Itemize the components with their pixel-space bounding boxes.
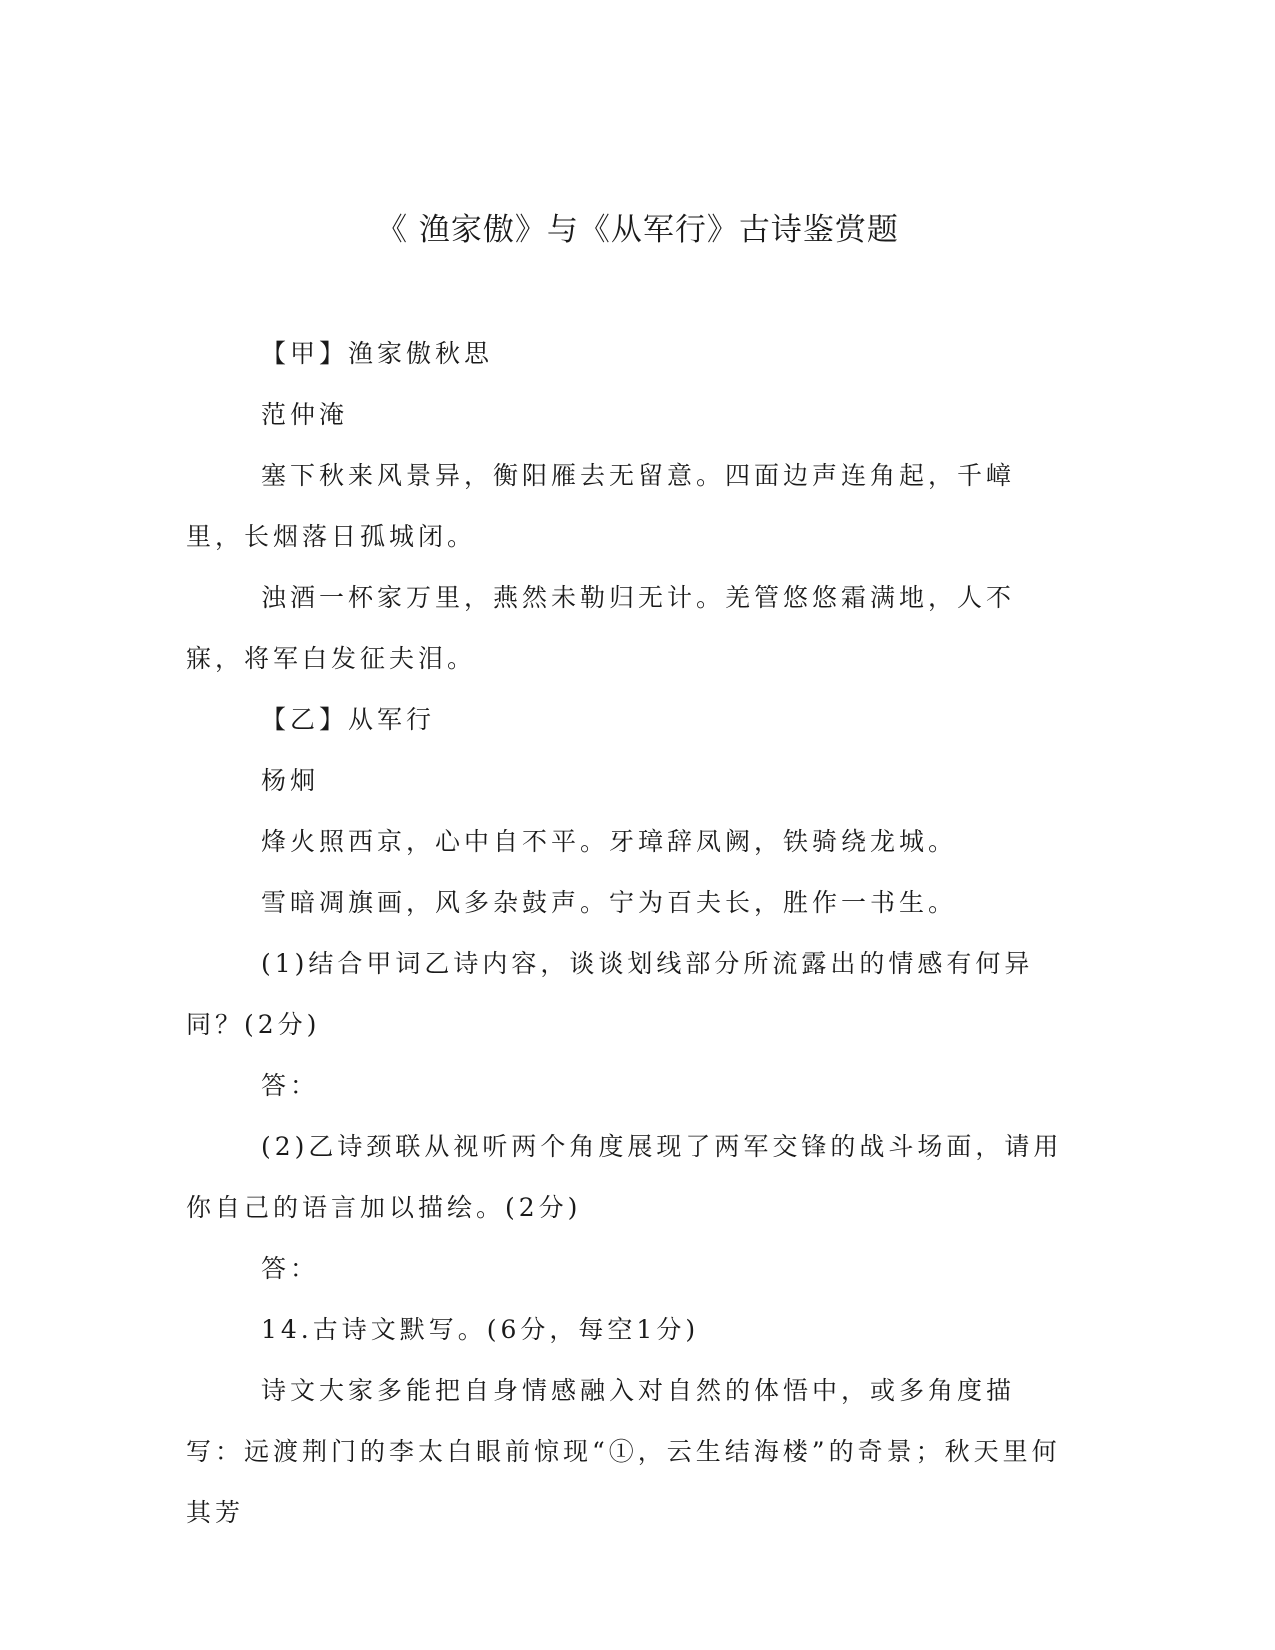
document-title: 《 渔家傲》与《从军行》古诗鉴赏题 [376, 212, 899, 248]
answer-label-1: 答： [261, 1071, 320, 1100]
section-yi-heading: 【乙】从军行 [261, 705, 436, 734]
question-2: (2)乙诗颈联从视听两个角度展现了两军交锋的战斗场面，请用你自己的语言加以描绘。(2分) [186, 1132, 1063, 1222]
question-14-heading: 14.古诗文默写。(6分，每空1分) [261, 1315, 700, 1344]
poem-jia-stanza-2: 浊酒一杯家万里，燕然未勒归无计。羌管悠悠霜满地，人不寐，将军白发征夫泪。 [186, 583, 1016, 673]
poem-yi-line-1: 烽火照西京，心中自不平。牙璋辞凤阙，铁骑绕龙城。 [261, 827, 958, 856]
poem-jia-stanza-1: 塞下秋来风景异，衡阳雁去无留意。四面边声连角起，千嶂里，长烟落日孤城闭。 [186, 461, 1016, 551]
question-14-text: 诗文大家多能把自身情感融入对自然的体悟中，或多角度描写：远渡荆门的李太白眼前惊现“①，云生结海楼”的奇景；秋天里何其芳 [186, 1376, 1061, 1527]
section-jia-heading: 【甲】渔家傲秋思 [261, 339, 494, 368]
poem-yi-line-2: 雪暗凋旗画，风多杂鼓声。宁为百夫长，胜作一书生。 [261, 888, 958, 917]
question-1: (1)结合甲词乙诗内容，谈谈划线部分所流露出的情感有何异同？(2分) [186, 949, 1034, 1039]
answer-label-2: 答： [261, 1254, 320, 1283]
document-body [186, 323, 1066, 1543]
poem-jia-author: 范仲淹 [261, 400, 349, 429]
poem-yi-author: 杨炯 [261, 766, 320, 795]
